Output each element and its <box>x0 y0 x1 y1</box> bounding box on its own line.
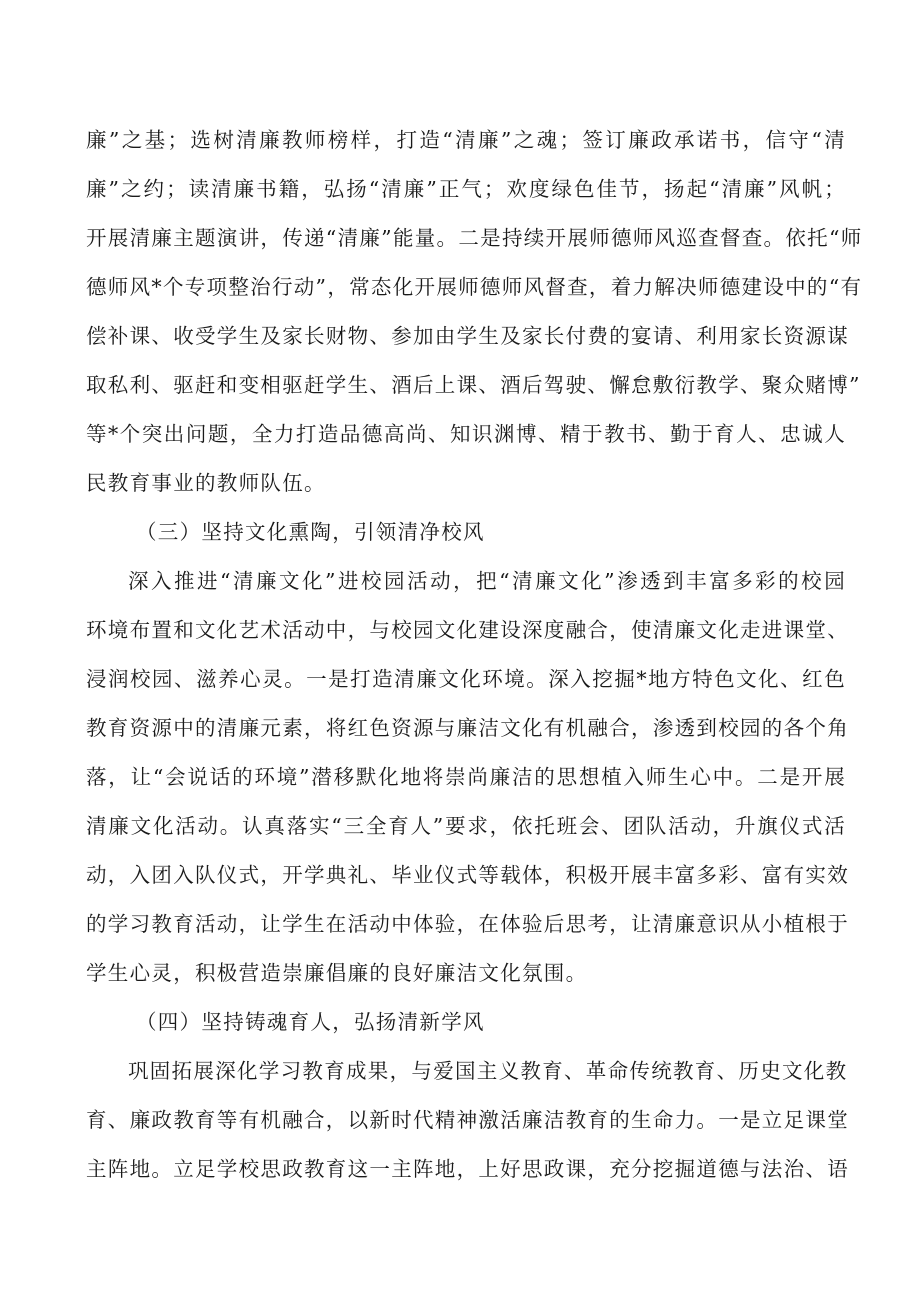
paragraph-line: 清廉文化活动。认真落实“三全育人”要求，依托班会、团队活动，升旗仪式活 <box>86 814 846 838</box>
paragraph-line: 取私利、驱赶和变相驱赶学生、酒后上课、酒后驾驶、懈怠敷衍教学、聚众赌博” <box>86 373 861 397</box>
section-heading-3: （三）坚持文化熏陶，引领清净校风 <box>136 520 485 544</box>
paragraph-line: 动，入团入队仪式，开学典礼、毕业仪式等载体，积极开展丰富多彩、富有实效 <box>86 863 849 887</box>
paragraph-line: 学生心灵，积极营造崇廉倡廉的良好廉洁文化氛围。 <box>86 961 588 985</box>
paragraph-line: 偿补课、收受学生及家长财物、参加由学生及家长付费的宴请、利用家长资源谋 <box>86 324 849 348</box>
paragraph-line: 环境布置和文化艺术活动中，与校园文化建设深度融合，使清廉文化走进课堂、 <box>86 618 849 642</box>
paragraph-line: 廉”之基；选树清廉教师榜样，打造“清廉”之魂；签订廉政承诺书，信守“清 <box>86 128 846 152</box>
paragraph-line: 深入推进“清廉文化”进校园活动，把“清廉文化”渗透到丰富多彩的校园 <box>128 569 846 593</box>
paragraph-line: 落，让“会说话的环境”潜移默化地将崇尚廉洁的思想植入师生心中。二是开展 <box>86 765 846 789</box>
paragraph-line: 教育资源中的清廉元素，将红色资源与廉洁文化有机融合，渗透到校园的各个角 <box>86 716 849 740</box>
paragraph-line: 巩固拓展深化学习教育成果，与爱国主义教育、革命传统教育、历史文化教 <box>128 1059 848 1083</box>
section-heading-4: （四）坚持铸魂育人，弘扬清新学风 <box>136 1010 485 1034</box>
paragraph-line: 民教育事业的教师队伍。 <box>86 471 326 495</box>
paragraph-line: 开展清廉主题演讲，传递“清廉”能量。二是持续开展师德师风巡查督查。依托“师 <box>86 226 863 250</box>
paragraph-line: 廉”之约；读清廉书籍，弘扬“清廉”正气；欢度绿色佳节，扬起“清廉”风帆； <box>86 177 846 201</box>
paragraph-line: 育、廉政教育等有机融合，以新时代精神激活廉洁教育的生命力。一是立足课堂 <box>86 1108 849 1132</box>
paragraph-line: 浸润校园、滋养心灵。一是打造清廉文化环境。深入挖掘*地方特色文化、红色 <box>86 667 846 691</box>
paragraph-line: 主阵地。立足学校思政教育这一主阵地，上好思政课，充分挖掘道德与法治、语 <box>86 1157 849 1181</box>
paragraph-line: 德师风*个专项整治行动”，常态化开展师德师风督查，着力解决师德建设中的“有 <box>86 275 863 299</box>
paragraph-line: 等*个突出问题，全力打造品德高尚、知识渊博、精于教书、勤于育人、忠诚人 <box>86 422 846 446</box>
paragraph-line: 的学习教育活动，让学生在活动中体验，在体验后思考，让清廉意识从小植根于 <box>86 912 849 936</box>
